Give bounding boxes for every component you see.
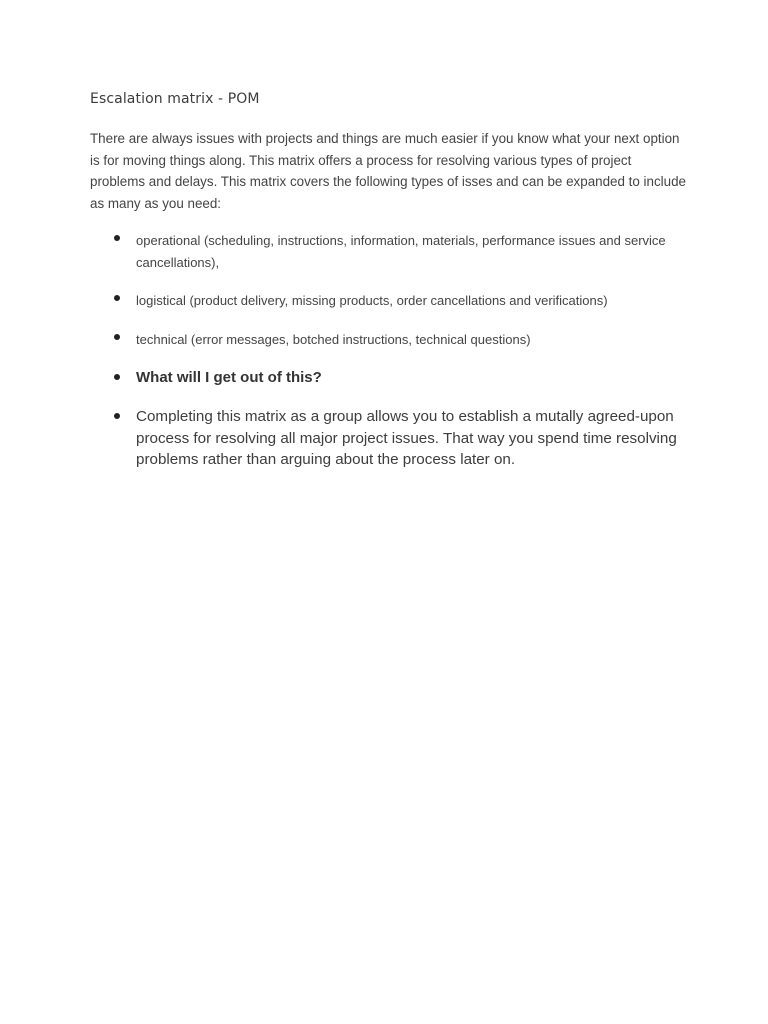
intro-paragraph: There are always issues with projects and things are much easier if you know what your next option is for moving things along. This matrix offers a process for resolving various types of project problems and delays. This matrix covers the following types of isses and can be expanded to include as many as you need: [90, 131, 686, 211]
bullet-icon [114, 374, 120, 380]
list-item-text: operational (scheduling, instructions, information, materials, performance issues and service cancellations), [136, 233, 666, 270]
bullet-icon [114, 413, 120, 419]
bullet-icon [114, 295, 120, 301]
bullet-icon [114, 334, 120, 340]
list-item-text: Completing this matrix as a group allows you to establish a mutally agreed-upon process for resolving all major project issues. That way you spend time resolving problems rather than arguing about the process later on. [136, 408, 677, 468]
list-item-text: logistical (product delivery, missing products, order cancellations and verifications) [136, 293, 608, 308]
list-item-text: What will I get out of this? [136, 369, 322, 386]
list-item-text: technical (error messages, botched instructions, technical questions) [136, 332, 531, 347]
document-title: Escalation matrix - POM [90, 91, 260, 107]
bullet-icon [114, 235, 120, 241]
